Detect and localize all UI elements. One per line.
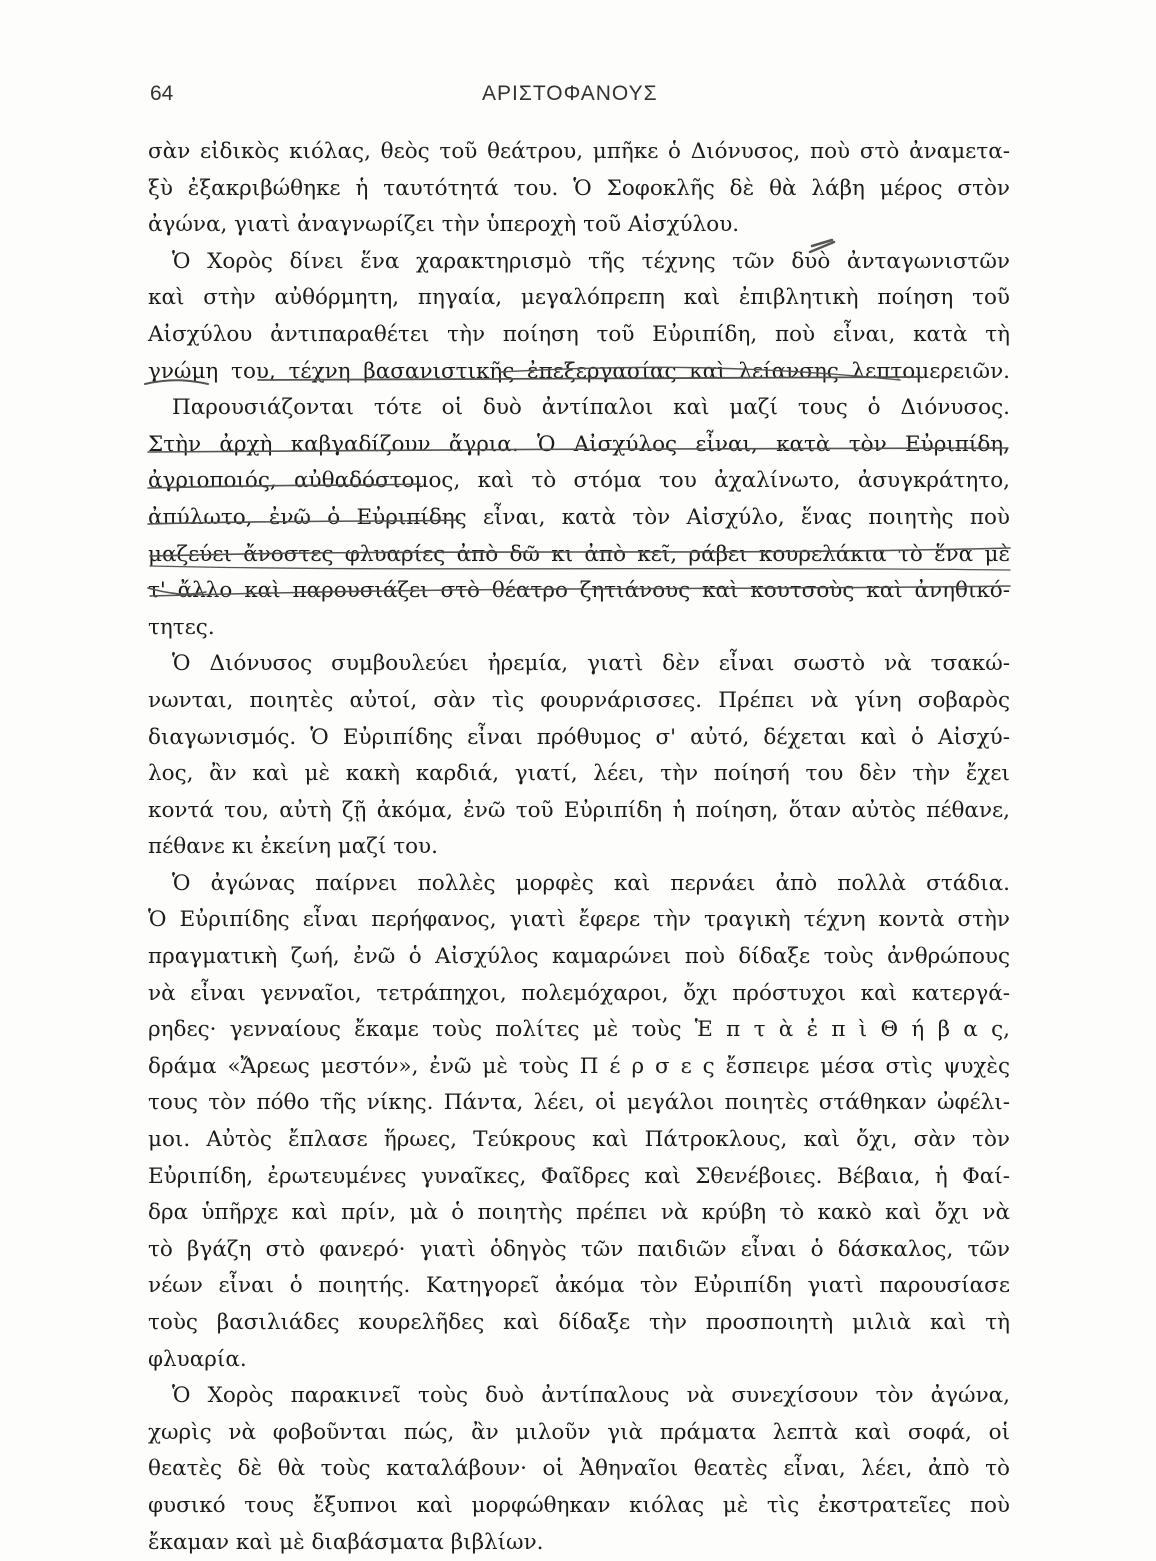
text-line: Ὁ ἀγώνας παίρνει πολλὲς μορφὲς καὶ περνάει ἀπὸ πολλὰ στάδια. — [172, 870, 1010, 896]
text-line: δράμα «Ἄρεως μεστόν», ἐνῶ μὲ τοὺς Π έ ρ σ ε ς ἔσπειρε μέσα στὶς ψυχὲς — [148, 1053, 1010, 1079]
text-line: φλυαρία. — [148, 1346, 247, 1372]
text-line: τ' ἄλλο καὶ παρουσιάζει στὸ θέατρο ζητιάνους καὶ κουτσοὺς καὶ ἀνηθικό- — [148, 578, 1010, 604]
text-line: ἀγριοποιός, αὐθαδόστομος, καὶ τὸ στόμα του ἀχαλίνωτο, ἀσυγκράτητο, — [148, 468, 1010, 494]
text-line: λος, ἂν καὶ μὲ κακὴ καρδιά, γιατί, λέει, τὴν ποίησή του δὲν τὴν ἔχει — [148, 761, 1010, 787]
text-line: καὶ στὴν αὐθόρμητη, πηγαία, μεγαλόπρεπη καὶ ἐπιβλητικὴ ποίηση τοῦ — [148, 285, 1010, 311]
text-line: Ὁ Χορὸς παρακινεῖ τοὺς δυὸ ἀντίπαλους νὰ συνεχίσουν τὸν ἀγώνα, — [172, 1383, 1010, 1409]
page-header — [0, 80, 1156, 110]
text-line: Ὁ Χορὸς δίνει ἕνα χαρακτηρισμὸ τῆς τέχνης τῶν δυὸ ἀνταγωνιστῶν — [172, 248, 1010, 274]
text-line: νὰ εἶναι γενναῖοι, τετράπηχοι, πολεμόχαροι, ὄχι πρόστυχοι καὶ κατεργά- — [148, 980, 1010, 1006]
text-line: ἔκαμαν καὶ μὲ διαβάσματα βιβλίων. — [148, 1529, 544, 1555]
text-line: Ὁ Εὐριπίδης εἶναι περήφανος, γιατὶ ἔφερε τὴν τραγικὴ τέχνη κοντὰ στὴν — [148, 907, 1010, 933]
running-title: ΑΡΙΣΤΟΦΑΝΟΥΣ — [482, 82, 658, 105]
page-number: 64 — [150, 82, 174, 105]
text-line: ρηδες· γενναίους ἔκαμε τοὺς πολίτες μὲ τοὺς Ἑ π τ ὰ ἐ π ὶ Θ ή β α ς, — [148, 1017, 1010, 1043]
text-line: πέθανε κι ἐκείνη μαζί του. — [148, 834, 438, 860]
text-line: ξὺ ἐξακριβώθηκε ἡ ταυτότητά του. Ὁ Σοφοκλῆς δὲ θὰ λάβη μέρος στὸν — [148, 175, 1010, 201]
text-line: γνώμη του, τέχνη βασανιστικῆς ἐπεξεργασίας καὶ λείανσης λεπτομερειῶν. — [148, 358, 1010, 384]
text-line: ἀγώνα, γιατὶ ἀναγνωρίζει τὴν ὑπεροχὴ τοῦ Αἰσχύλου. — [148, 212, 740, 238]
text-line: νωνται, ποιητὲς αὐτοί, σὰν τὶς φουρνάρισσες. Πρέπει νὰ γίνη σοβαρὸς — [148, 687, 1010, 713]
text-line: μοι. Αὐτὸς ἔπλασε ἥρωες, Τεύκρους καὶ Πάτροκλους, καὶ ὄχι, σὰν τὸν — [148, 1127, 1010, 1153]
text-line: ἀπύλωτο, ἐνῶ ὁ Εὐριπίδης εἶναι, κατὰ τὸν Αἰσχύλο, ἕνας ποιητὴς ποὺ — [148, 504, 1010, 530]
text-line: Στὴν ἀρχὴ καβγαδίζουν ἄγρια. Ὁ Αἰσχύλος εἶναι, κατὰ τὸν Εὐριπίδη, — [148, 431, 1010, 457]
text-line: θεατὲς δὲ θὰ τοὺς καταλάβουν· οἱ Ἀθηναῖοι θεατὲς εἶναι, λέει, ἀπὸ τὸ — [148, 1456, 1010, 1482]
text-line: φυσικό τους ἔξυπνοι καὶ μορφώθηκαν κιόλας μὲ τὶς ἐκστρατεῖες ποὺ — [148, 1492, 1010, 1518]
text-line: σὰν εἰδικὸς κιόλας, θεὸς τοῦ θεάτρου, μπῆκε ὁ Διόνυσος, ποὺ στὸ ἀναμετα- — [148, 139, 1010, 164]
text-line: τους τὸν πόθο τῆς νίκης. Πάντα, λέει, οἱ μεγάλοι ποιητὲς στάθηκαν ὠφέλι- — [148, 1090, 1010, 1116]
text-line: μαζεύει ἄνοστες φλυαρίες ἀπὸ δῶ κι ἀπὸ κεῖ, ράβει κουρελάκια τὸ ἕνα μὲ — [148, 541, 1010, 567]
text-line: τὸ βγάζη στὸ φανερό· γιατὶ ὁδηγὸς τῶν παιδιῶν εἶναι ὁ δάσκαλος, τῶν — [148, 1236, 1010, 1262]
text-line: Εὐριπίδη, ἐρωτευμένες γυναῖκες, Φαῖδρες καὶ Σθενέβοιες. Βέβαια, ἡ Φαί- — [148, 1163, 1010, 1189]
text-line: νέων εἶναι ὁ ποιητής. Κατηγορεῖ ἀκόμα τὸν Εὐριπίδη γιατὶ παρουσίασε — [148, 1273, 1010, 1299]
text-line: πραγματικὴ ζωή, ἐνῶ ὁ Αἰσχύλος καμαρώνει ποὺ δίδαξε τοὺς ἀνθρώπους — [148, 944, 1010, 970]
text-line: τοὺς βασιλιάδες κουρελῆδες καὶ δίδαξε τὴν προσποιητὴ μιλιὰ καὶ τὴ — [148, 1310, 1010, 1335]
text-line: χωρὶς νὰ φοβοῦνται πώς, ἂν μιλοῦν γιὰ πράματα λεπτὰ καὶ σοφά, οἱ — [148, 1419, 1010, 1445]
body-text — [148, 134, 1010, 1561]
text-line: Ὁ Διόνυσος συμβουλεύει ἠρεμία, γιατὶ δὲν εἶναι σωστὸ νὰ τσακώ- — [172, 651, 1010, 677]
text-line: Αἰσχύλου ἀντιπαραθέτει τὴν ποίηση τοῦ Εὐριπίδη, ποὺ εἶναι, κατὰ τὴ — [148, 321, 1010, 347]
text-line: δρα ὑπῆρχε καὶ πρίν, μὰ ὁ ποιητὴς πρέπει νὰ κρύβη τὸ κακὸ καὶ ὄχι νὰ — [148, 1200, 1010, 1226]
text-line: διαγωνισμός. Ὁ Εὐριπίδης εἶναι πρόθυμος σ' αὐτό, δέχεται καὶ ὁ Αἰσχύ- — [148, 724, 1010, 750]
text-line: τητες. — [148, 614, 215, 640]
text-line: Παρουσιάζονται τότε οἱ δυὸ ἀντίπαλοι καὶ μαζί τους ὁ Διόνυσος. — [172, 395, 1010, 421]
text-line: κοντά του, αὐτὴ ζῇ ἀκόμα, ἐνῶ τοῦ Εὐριπίδη ἡ ποίηση, ὅταν αὐτὸς πέθανε, — [148, 797, 1010, 823]
